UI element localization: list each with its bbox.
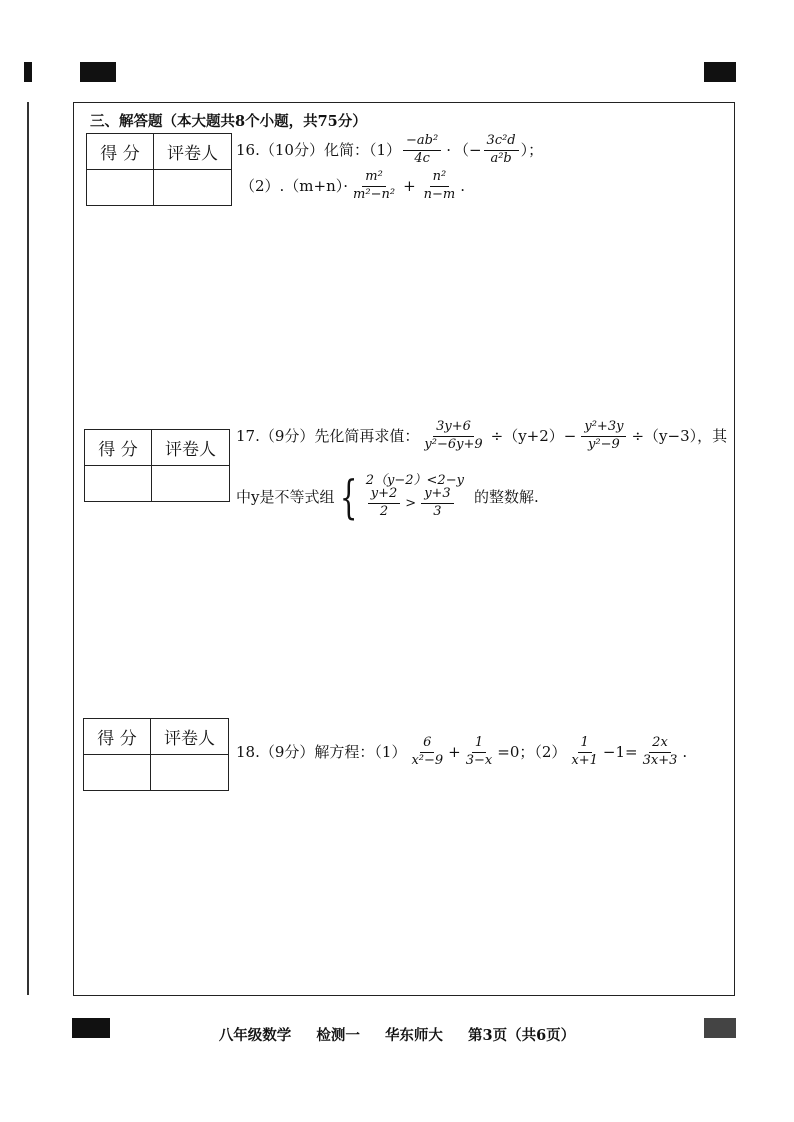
q16-fraction-2: $\frac{\text{3c²d}}{\text{a²b}}$ bbox=[484, 134, 519, 167]
question-16-line-1 bbox=[236, 134, 543, 167]
q18-fraction-1: $\frac{6}{\text{x²−9}}$ bbox=[411, 735, 444, 768]
q16-open: （− bbox=[453, 140, 482, 159]
q18-minus: −1= bbox=[602, 742, 638, 761]
score-label: 得 分 bbox=[87, 134, 154, 170]
q17-fraction-1: $\frac{3y+6}{\text{y²−6y+9}}$ bbox=[424, 419, 483, 452]
q18-eq1: =0；（2） bbox=[497, 742, 567, 761]
q17-tail: ÷（y−3），其 bbox=[631, 426, 728, 445]
footer-exam: 检测一 bbox=[316, 1027, 360, 1044]
registration-mark-top-left-box bbox=[80, 62, 116, 82]
question-18 bbox=[236, 736, 687, 769]
question-16-line-2 bbox=[240, 170, 465, 203]
q18-end: . bbox=[682, 742, 688, 761]
q18-plus: + bbox=[448, 742, 461, 761]
q16-dot: · bbox=[446, 140, 451, 159]
section-title: 三、解答题（本大题共8个小题，共75分） bbox=[90, 113, 367, 130]
registration-mark-top-right bbox=[704, 62, 736, 82]
score-cell[interactable] bbox=[87, 170, 154, 206]
q18-fraction-3: $\frac{1}{x+1}$ bbox=[571, 735, 598, 768]
score-cell[interactable] bbox=[84, 755, 151, 791]
q16-close: ）； bbox=[520, 140, 544, 159]
inequality-2: $\frac{y+2}{2}$ > $\frac{y+3}{3}$ bbox=[366, 487, 464, 520]
page-footer bbox=[0, 1024, 794, 1045]
score-box-q18 bbox=[83, 718, 229, 791]
grader-label: 评卷人 bbox=[152, 430, 230, 466]
score-label: 得 分 bbox=[84, 719, 151, 755]
grader-label: 评卷人 bbox=[151, 719, 229, 755]
grader-cell[interactable] bbox=[152, 466, 230, 502]
question-17-line-1 bbox=[236, 420, 727, 453]
grader-label: 评卷人 bbox=[154, 134, 232, 170]
footer-edition: 华东师大 bbox=[384, 1027, 443, 1044]
score-box-q16 bbox=[86, 133, 232, 206]
q18-fraction-4: $\frac{2x}{3x+3}$ bbox=[642, 735, 678, 768]
footer-page: 第3页（共6页） bbox=[468, 1027, 576, 1044]
inequality-system bbox=[334, 470, 464, 524]
q18-lead: 18.（9分）解方程：（1） bbox=[236, 742, 407, 761]
grader-cell[interactable] bbox=[154, 170, 232, 206]
q16-plus: + bbox=[403, 176, 416, 195]
q16-fraction-3: $\frac{\text{m²}}{\text{m²−n²}}$ bbox=[353, 169, 396, 202]
score-box-q17 bbox=[84, 429, 230, 502]
footer-subject: 八年级数学 bbox=[218, 1027, 292, 1044]
q16-lead: 16.（10分）化简：（1） bbox=[236, 140, 401, 159]
q16-line2-lead: （2）.（m+n）· bbox=[240, 176, 349, 195]
q17-fraction-2: $\frac{\text{y²+3y}}{\text{y²−9}}$ bbox=[581, 420, 626, 453]
registration-mark-top-left bbox=[24, 62, 32, 82]
q18-fraction-2: $\frac{1}{3-x}$ bbox=[465, 735, 493, 768]
score-label: 得 分 bbox=[85, 430, 152, 466]
brace-icon: { bbox=[340, 470, 358, 524]
q17-line2-lead: 中y是不等式组 bbox=[236, 487, 335, 506]
q16-fraction-1: $\frac{\text{−ab²}}{4c}$ bbox=[403, 134, 441, 167]
binding-line bbox=[27, 102, 29, 995]
q17-lead: 17.（9分）先化简再求值： bbox=[236, 426, 420, 445]
grader-cell[interactable] bbox=[151, 755, 229, 791]
q17-mid: ÷（y+2）− bbox=[490, 426, 577, 445]
answer-frame bbox=[73, 102, 735, 996]
q16-fraction-4: $\frac{\text{n²}}{n-m}$ bbox=[423, 169, 456, 202]
q16-end: . bbox=[460, 176, 466, 195]
q17-line2-tail: 的整数解. bbox=[473, 487, 539, 506]
question-17-line-2 bbox=[236, 470, 539, 524]
score-cell[interactable] bbox=[85, 466, 152, 502]
inequality-1: 2（y−2）<2−y bbox=[365, 473, 464, 489]
